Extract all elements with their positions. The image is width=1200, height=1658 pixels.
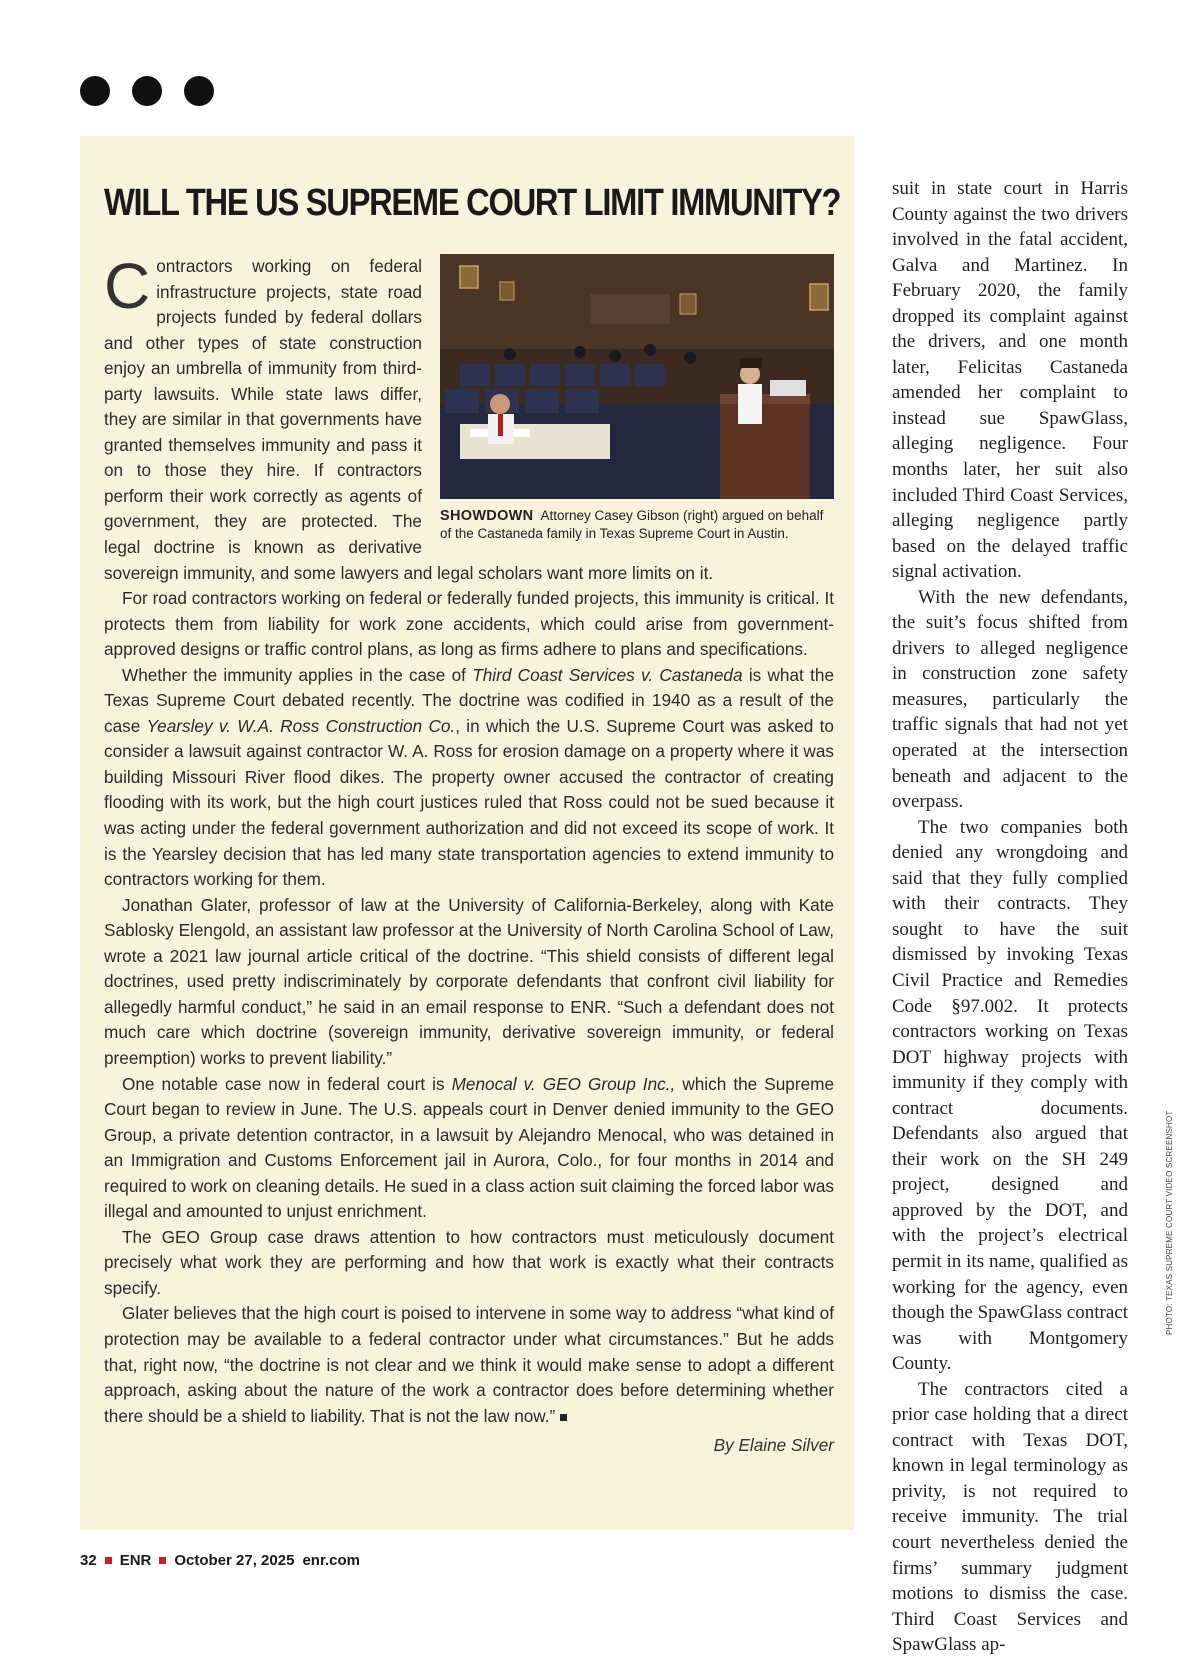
decorative-dots [80,76,214,106]
square-bullet-icon [159,1557,166,1564]
case-name-yearsley: Yearsley v. W.A. Ross Construction Co. [146,715,456,736]
photo-credit: PHOTO: TEXAS SUPREME COURT VIDEO SCREENSHOT [1165,1110,1174,1335]
magazine-name: ENR [119,1552,152,1569]
sidebar-paragraph-2: For road contractors working on federal or federally funded projects, this immunity is critical. It protects them from liability for work zone accidents, which could arise from government-approved designs or traffic control plans, as long as firms adhere to plans and specifications. [104,588,834,660]
p7-text: Glater believes that the high court is poised to intervene in some way to address “what kind of protection may be available to a federal contractor under what circumstances.” But he adds that, right now, “the doctrine is not clear and we think it would make sense to adopt a different approach, asking about the nature of the work a contractor does before determining whether there should be a shield to liability. That is not the law now.” [104,1303,834,1426]
sidebar-paragraph-4: Jonathan Glater, professor of law at the University of California-Berkeley, along with Kate Sablosky Elengold, an assistant law professor at the University of North Carolina School of Law, wrote a 2021 law journal article critical of the doctrine. “This shield consists of different legal doctrines, used pretty indiscriminately by corporate defendants that confront civil liability for allegedly harmful conduct,” he said in an email response to ENR. “Such a defendant does not much care which doctrine (sovereign immunity, derivative sovereign immunity, or federal preemption) works to prevent liability.” [104,894,834,1068]
sidebar-body [104,250,835,1459]
square-bullet-icon [105,1557,112,1564]
case-name-menocal: Menocal v. GEO Group Inc., [451,1073,676,1094]
sidebar-title: WILL THE US SUPREME COURT LIMIT IMMUNITY? [104,182,841,224]
caption-label: SHOWDOWN [440,508,534,524]
p3-text-b: is what the Texas Supreme Court debated recently. The doctrine was codified in 1940 as a result of the case [104,664,834,736]
issue-date: October 27, 2025 [174,1552,295,1569]
sidebar-paragraph-7 [104,1301,834,1429]
page-number: 32 [80,1552,97,1569]
photo-figure [440,254,834,543]
dot-icon [80,76,110,106]
end-mark-icon [560,1414,567,1421]
column-paragraph-2: With the new defendants, the suit’s focus shifted from drivers to alleged negligence in construction zone safety measures, particularly the traffic signals that had not yet operated at the intersection beneath and adjacent to the overpass. [892,586,1128,813]
right-column [892,176,1128,1658]
sidebar-box [80,136,854,1530]
page-footer [80,1552,360,1569]
sidebar-paragraph-6: The GEO Group case draws attention to how contractors must meticulously document precisely what work they are performing and how that work is exactly what their contracts specify. [104,1226,834,1298]
caption-text: Attorney Casey Gibson (right) argued on behalf of the Castaneda family in Texas Supreme Court in Austin. [440,508,824,541]
column-paragraph-4: The contractors cited a prior case holding that a direct contract with Texas DOT, known in legal terminology as privity, is not required to receive immunity. The trial court nevertheless denied the firms’ summary judgment motions to dismiss the case. Third Coast Services and SpawGlass ap- [892,1378,1128,1656]
column-paragraph-1: suit in state court in Harris County against the two drivers involved in the fatal accident, Galva and Martinez. In February 2020, the family dropped its complaint against the drivers, and one month later, Felicitas Castaneda amended her complaint to instead sue SpawGlass, alleging negligence. Four months later, her suit also included Third Coast Services, alleging negligence partly based on the delayed traffic signal activation. [892,178,1128,583]
dot-icon [132,76,162,106]
courtroom-photo [440,254,834,499]
drop-cap: C [104,250,151,322]
dot-icon [184,76,214,106]
p3-text-c: , in which the U.S. Supreme Court was asked to consider a lawsuit against contractor W. A. Ross for erosion damage on a property where it was building Missouri River flood dikes. The property owner accused the contractor of creating flooding with its work, but the high court justices ruled that Ross could not be sued because it was acting under the federal government authorization and did not exceed its scope of work. It is the Yearsley decision that has led many state transportation agencies to extend immunity to contractors working for them. [104,715,834,890]
p3-text-a: Whether the immunity applies in the case of [122,664,473,685]
case-name-third-coast: Third Coast Services v. Castaneda [472,664,743,685]
column-paragraph-3: The two companies both denied any wrongdoing and said that they fully complied with their contracts. They sought to have the suit dismissed by invoking Texas Civil Practice and Remedies Code §97.002. It protects contractors working on Texas DOT highway projects with immunity if they comply with contract documents. Defendants also argued that their work on the SH 249 project, designed and approved by the DOT, and with the project’s electrical permit in its name, qualified as working for the agency, even though the SpawGlass contract was with Montgomery County. [892,816,1128,1375]
p5-text-a: One notable case now in federal court is [122,1073,452,1094]
byline: By Elaine Silver [713,1435,834,1456]
sidebar-paragraph-5 [104,1072,834,1225]
photo-caption [440,499,834,543]
website: enr.com [302,1552,360,1569]
sidebar-paragraph-3 [104,663,834,893]
p5-text-b: which the Supreme Court began to review in June. The U.S. appeals court in Denver denied immunity to the GEO Group, a private detention contractor, in a lawsuit by Alejandro Menocal, who was detained in an Immigration and Customs Enforcement jail in Aurora, Colo., for four months in 2014 and required to work on cleaning details. He sued in a class action suit claiming the forced labor was illegal and amounted to unjust enrichment. [104,1073,835,1222]
sidebar-paragraph-1-text: ontractors working on federal infrastructure projects, state road projects funded by federal dollars and other types of state construction enjoy an umbrella of immunity from third-party lawsuits. While state laws differ, they are similar in that governments have granted themselves immunity and pass it on to those they hire. If contractors perform their work correctly as agents of government, they are protected. The legal doctrine is known as derivative sovereign immunity, and some lawyers and legal scholars want more limits on it. [104,256,714,583]
